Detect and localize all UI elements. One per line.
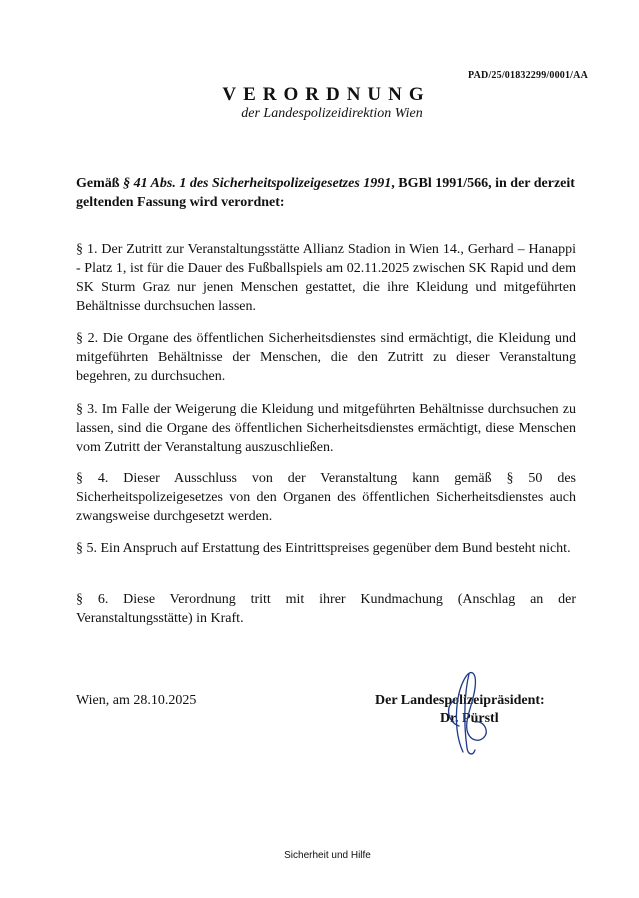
legal-basis-intro [76,174,576,212]
intro-suffix: , BGBl 1991/566, in der derzeit geltenden Fassung wird verordnet: [76,176,575,210]
place-and-date: Wien, am 28.10.2025 [76,693,197,708]
signature-stroke [456,673,486,752]
intro-prefix: Gemäß [76,176,124,191]
handwritten-signature [425,660,515,760]
paragraph-4: § 4. Dieser Ausschluss von der Veranstaltung kann gemäß § 50 des Sicherheitspolizeigesetzes von den Organen des öffentlichen Sicherheitsdienstes auch zwangsweise durchgesetzt werden. [76,471,576,524]
reference-number: PAD/25/01832299/0001/AA [468,70,588,81]
document-subtitle: der Landespolizeidirektion Wien [241,106,423,121]
footer-slogan: Sicherheit und Hilfe [284,850,371,861]
signature-stroke [465,674,475,754]
paragraph-1: § 1. Der Zutritt zur Veranstaltungsstätte Allianz Stadion in Wien 14., Gerhard – Hanappi - Platz 1, ist für die Dauer des Fußballspiels am 02.11.2025 zwischen SK Rapid und dem SK Sturm Graz nur jenen Menschen gestattet, die ihre Kleidung und mitgeführten Behältnisse durchsuchen lassen. [76,242,576,314]
paragraph-3: § 3. Im Falle der Weigerung die Kleidung und mitgeführten Behältnisse durchsuchen zu lassen, sind die Organe des öffentlichen Sicherheitsdienstes ermächtigt, diese Menschen vom Zutritt der Veranstaltung auszuschließen. [76,402,576,455]
signatory-title: Der Landespolizeipräsident: [375,693,545,708]
intro-law-reference: § 41 Abs. 1 des Sicherheitspolizeigesetzes 1991 [123,176,392,191]
paragraph-5: § 5. Ein Anspruch auf Erstattung des Eintrittspreises gegenüber dem Bund besteht nicht. [76,541,571,556]
signatory-name: Dr. Pürstl [440,711,499,726]
paragraph-2: § 2. Die Organe des öffentlichen Sicherheitsdienstes sind ermächtigt, die Kleidung und mitgeführten Behältnisse der Menschen, die den Zutritt zu dieser Veranstaltung begehren, zu durchsuchen. [76,331,576,384]
document-title: VERORDNUNG [222,84,431,105]
paragraph-6: § 6. Diese Verordnung tritt mit ihrer Kundmachung (Anschlag an der Veranstaltungsstätte) in Kraft. [76,592,576,626]
